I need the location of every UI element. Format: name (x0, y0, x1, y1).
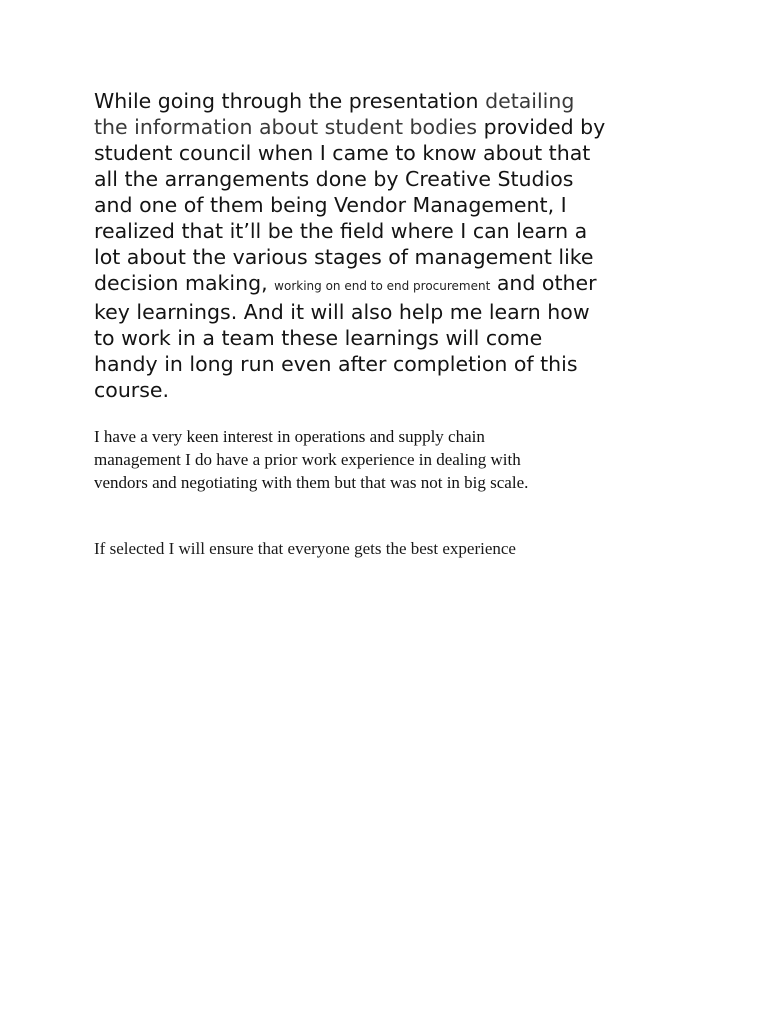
paragraph1-text-part1: While going through the presentation (94, 89, 486, 113)
paragraph1-text-part3: provided by student council when I came to know about that all the arrangements done by Creative Studios and one of them being Vendor Management, I realized that it’ll be the field where I can learn a lot about the various stages of management like decision making, (94, 115, 606, 295)
paragraph-work-experience: I have a very keen interest in operations and supply chain management I do have a prior work experience in dealing with vendors and negotiating with them but that was not in big scale. (94, 427, 529, 492)
paragraph-closing-statement: If selected I will ensure that everyone gets the best experience (94, 539, 516, 558)
paragraph1-text-part5: and other key learnings. And it will also help me learn how to work in a team these learnings will come handy in long run even after completion of this course. (94, 271, 597, 402)
paragraph1-text-part2: detailing the information about student bodies (94, 89, 575, 139)
paragraph-interest-vendor-management (94, 88, 694, 403)
paragraph1-text-procurement: working on end to end procurement (274, 279, 491, 293)
